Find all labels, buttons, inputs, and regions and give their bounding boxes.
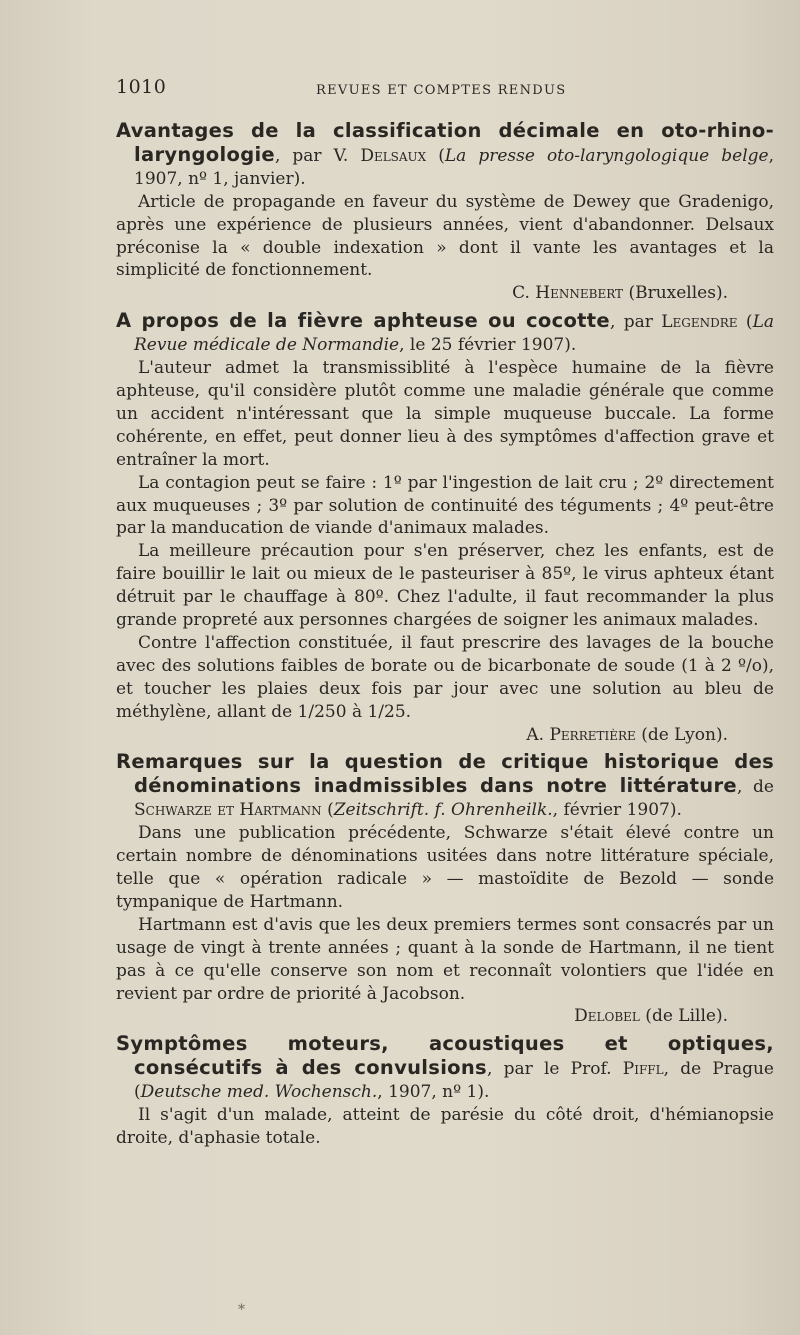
review-entry	[116, 751, 774, 1028]
author-prefix: par le Prof.	[492, 1059, 623, 1080]
source-open: (	[737, 312, 753, 333]
source-details: , février 1907).	[552, 800, 682, 821]
title-punct: ,	[609, 312, 616, 333]
source-title: Zeitschrift. f. Ohrenheilk.	[333, 800, 553, 821]
paragraph: L'auteur admet la transmissiblité à l'espèce humaine de la fièvre aphteuse, qu'il considère plutôt comme une maladie générale que comme un accident n'intéressant que la simple muqueuse buccale. La forme cohérente, en effet, peut donner lieu à des symptômes d'affection grave et entraîner la mort.	[116, 358, 774, 470]
title-punct: ,	[736, 777, 743, 798]
paragraph: Il s'agit d'un malade, atteint de parésie du côté droit, d'hémianopsie droite, d'aphasie totale.	[116, 1105, 774, 1148]
source-details: , le 25 février 1907).	[399, 335, 577, 356]
entry-title: Avantages de la classification décimale en oto-rhino-laryngologie	[116, 119, 774, 166]
entry-heading	[116, 751, 774, 822]
source-details: , 1907, nº 1).	[377, 1082, 490, 1103]
entry-author: V. Delsaux	[333, 145, 427, 166]
reviewer-signature	[116, 282, 774, 305]
entry-title: Remarques sur la question de critique historique des dénominations inadmissibles dans notre littérature	[116, 750, 774, 798]
paragraph: La contagion peut se faire : 1º par l'ingestion de lait cru ; 2º directement aux muqueuses ; 3º par solution de continuité des téguments ; 4º peut-être par la manducation de viande d'animaux malades.	[116, 472, 774, 539]
reviewer-name: A. Perretière	[526, 724, 636, 745]
title-punct: ,	[274, 145, 281, 166]
paragraph: Contre l'affection constituée, il faut prescrire des lavages de la bouche avec des solutions faibles de borate ou de bicarbonate de soude (1 à 2 º/o), et toucher les plaies deux fois par jour avec une solution au bleu de méthylène, allant de 1/250 à 1/25.	[116, 632, 774, 722]
entry-heading	[116, 1033, 774, 1104]
reviewer-name: Delobel	[574, 1006, 640, 1027]
source-open: , de Prague (	[134, 1059, 774, 1103]
paragraph: Hartmann est d'avis que les deux premiers termes sont consacrés par un usage de vingt à trente années ; quant à la sonde de Hartmann, il ne tient pas à ce qu'elle conserve son nom et reconnaît volontiers que l'idée en revient par ordre de priorité à Jacobson.	[116, 914, 774, 1004]
review-entry	[116, 310, 774, 746]
reviewer-place: (Bruxelles).	[623, 283, 728, 304]
running-title: REVUES ET COMPTES RENDUS	[316, 83, 567, 98]
page-number: 1010	[116, 76, 167, 98]
paragraph: Article de propagande en faveur du système de Dewey que Gradenigo, après une expérience de plusieurs années, vient d'abandonner. Delsaux préconise la « double indexation » dont il vante les avantages et la simplicité de fonctionnement.	[116, 191, 774, 281]
paragraph: Dans une publication précédente, Schwarze s'était élevé contre un certain nombre de dénominations usitées dans notre littérature spéciale, telle que « opération radicale » — mastoïdite de Bezold — sonde tympanique de Hartmann.	[116, 823, 774, 912]
author-prefix: de	[742, 777, 774, 798]
source-title: La Revue médicale de Normandie	[134, 312, 775, 356]
title-punct: ,	[486, 1059, 493, 1080]
entry-author: Piffl	[622, 1059, 664, 1080]
running-head	[116, 74, 774, 100]
reviewer-name: C. Hennebert	[512, 283, 624, 304]
text-column	[116, 74, 774, 1155]
footer-mark: *	[238, 1302, 245, 1318]
entry-author: Schwarze et Hartmann	[134, 800, 322, 821]
author-prefix: par	[615, 312, 662, 333]
paragraph: La meilleure précaution pour s'en préserver, chez les enfants, est de faire bouillir le lait ou mieux de le pasteuriser à 85º, le virus aphteux étant détruit par le chauffage à 80º. Chez l'adulte, il faut recommander la plus grande propreté aux personnes chargées de soigner les animaux malades.	[116, 541, 774, 631]
entry-title: A propos de la fièvre aphteuse ou cocotte	[116, 309, 610, 333]
review-entry	[116, 1033, 774, 1150]
entry-heading	[116, 310, 774, 357]
entry-heading	[116, 120, 774, 191]
reviewer-place: (de Lyon).	[635, 724, 728, 745]
source-open: (	[321, 800, 334, 821]
entry-author: Legendre	[661, 312, 738, 333]
reviewer-place: (de Lille).	[639, 1006, 728, 1027]
author-prefix: par	[280, 145, 334, 166]
entry-title: Symptômes moteurs, acoustiques et optiques, consécutifs à des convulsions	[116, 1032, 774, 1080]
source-details: , 1907, nº 1, janvier).	[134, 145, 774, 189]
source-title: Deutsche med. Wochensch.	[140, 1082, 378, 1103]
review-entry	[116, 120, 774, 305]
reviewer-signature	[116, 1005, 774, 1028]
source-open: (	[426, 145, 445, 166]
reviewer-signature	[116, 724, 774, 747]
source-title: La presse oto-laryngologique belge	[444, 145, 769, 166]
